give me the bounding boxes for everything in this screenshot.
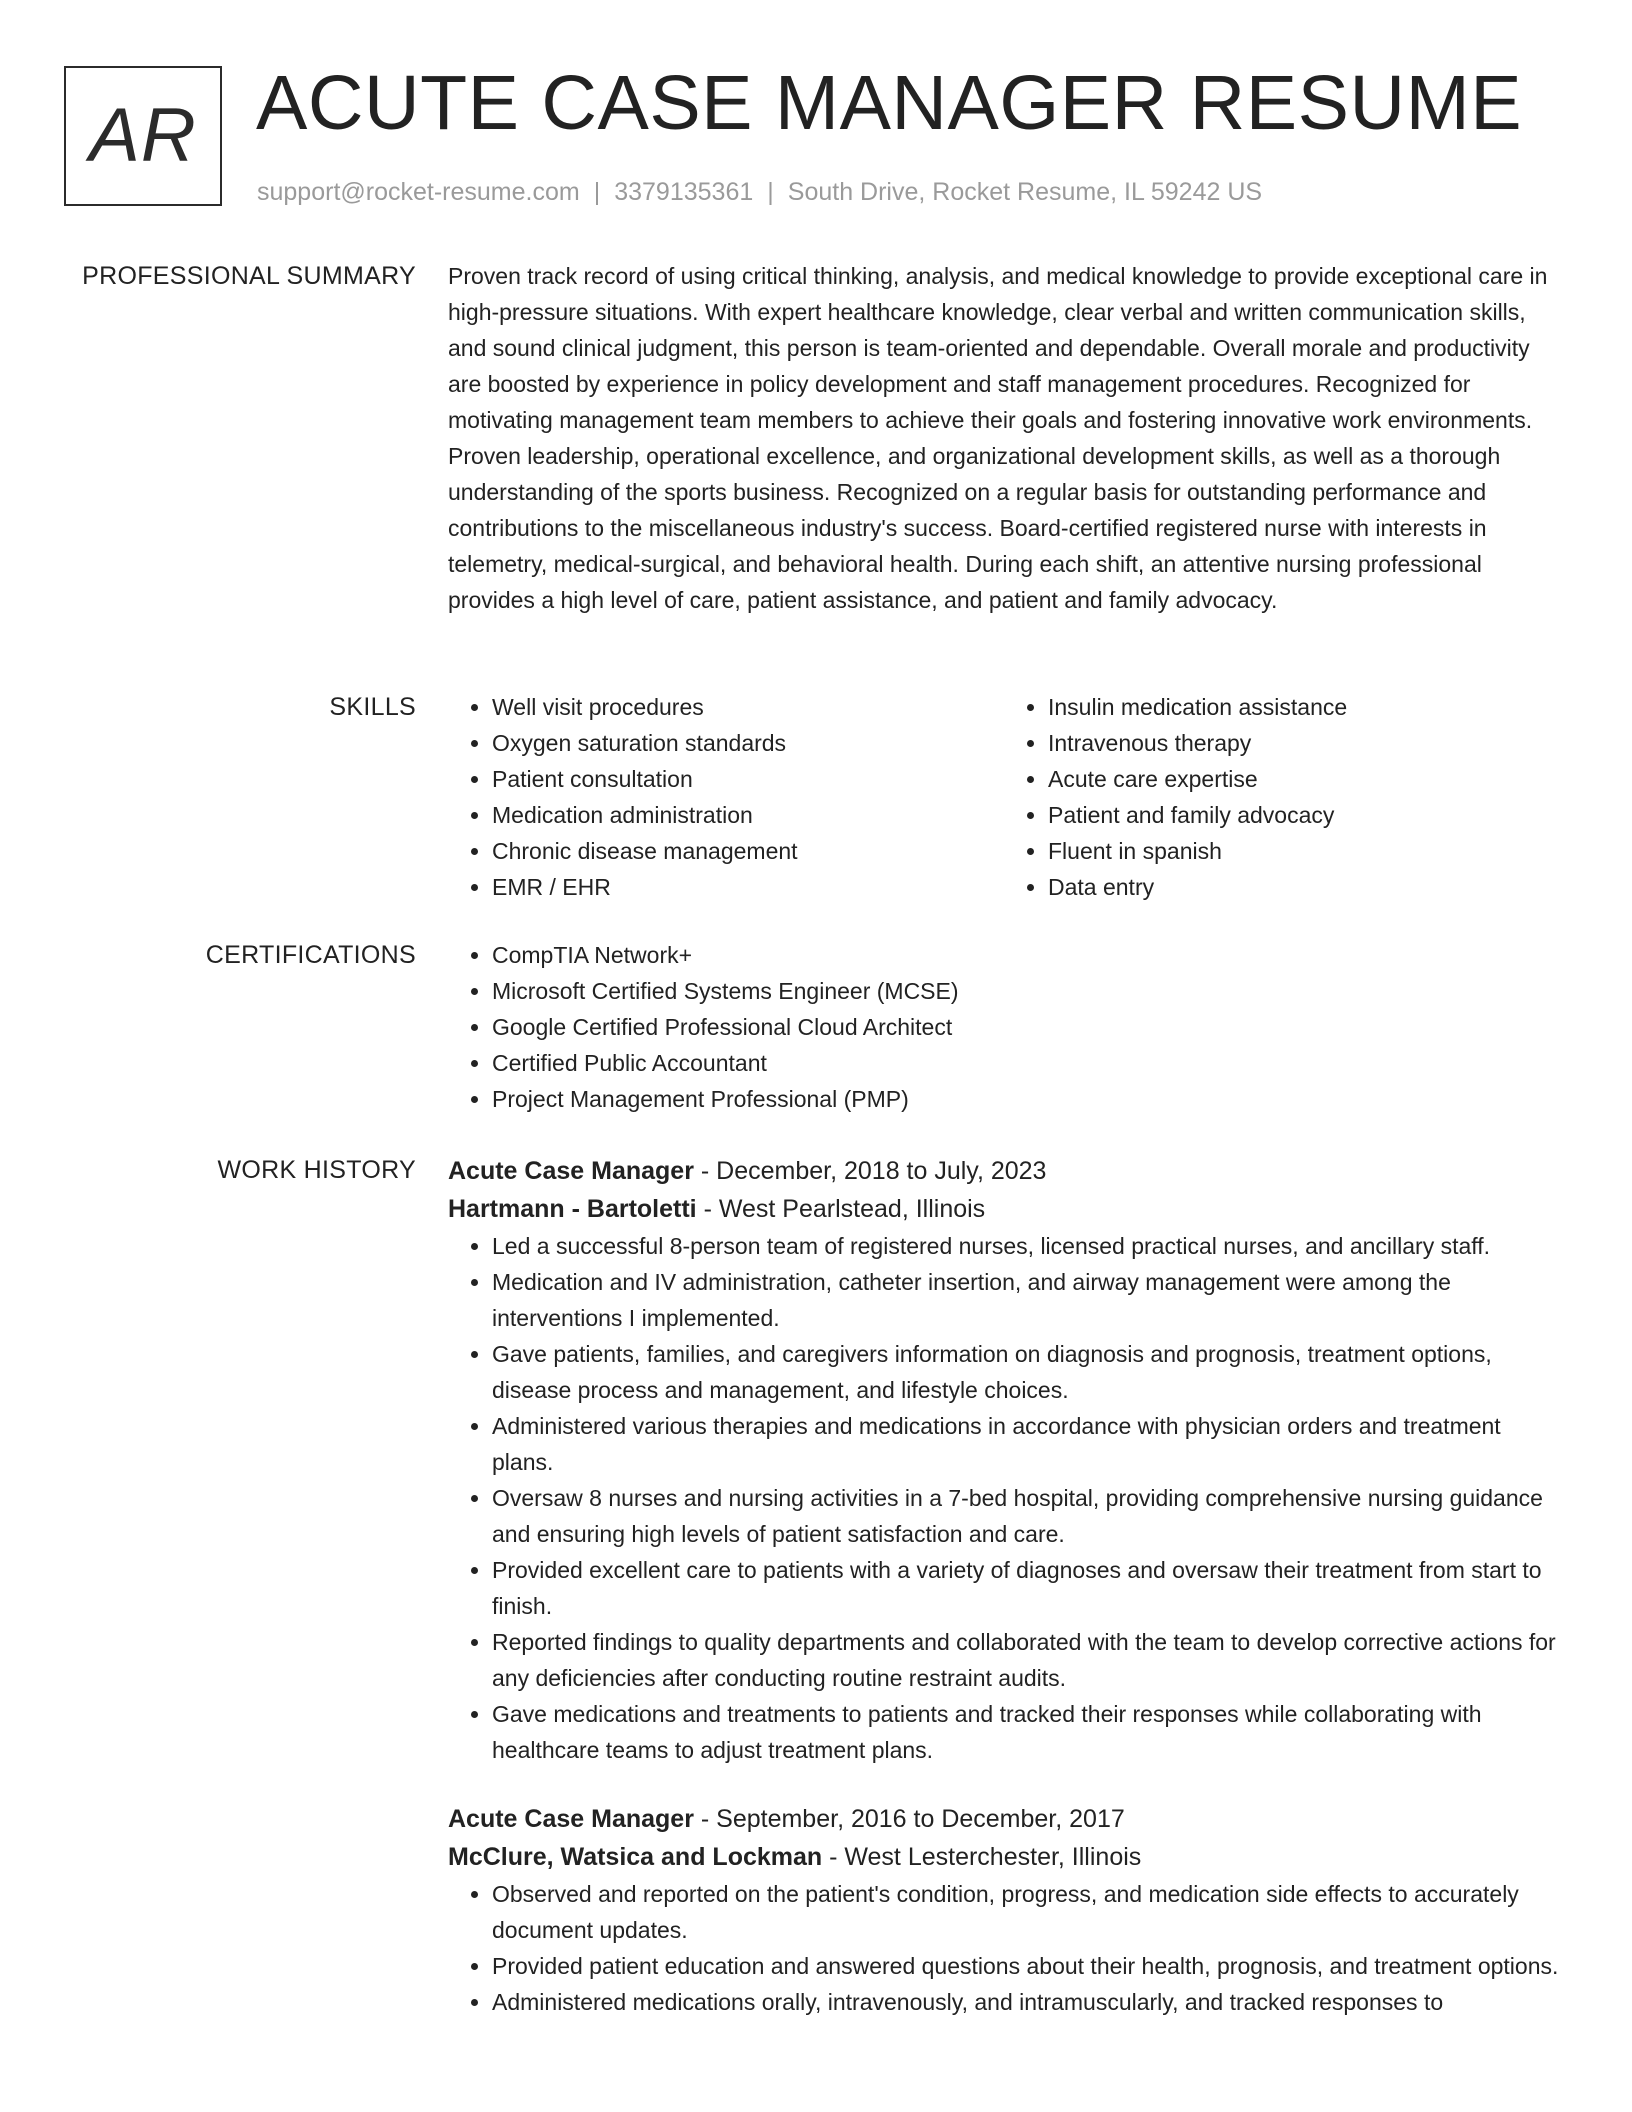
certification-item: • CompTIA Network+ — [492, 937, 1560, 973]
certifications-heading: CERTIFICATIONS — [205, 941, 416, 969]
job-title-line — [448, 1152, 1560, 1190]
certification-item: • Project Management Professional (PMP) — [492, 1081, 1560, 1117]
summary-text: Proven track record of using critical thinking, analysis, and medical knowledge to provide exceptional care in high-pressure situations. With expert healthcare knowledge, clear verbal and written communication skills, and sound clinical judgment, this person is team-oriented and dependable. Overall morale and productivity are boosted by experience in policy development and staff management procedures. Recognized for motivating management team members to achieve their goals and fostering innovative work environments. Proven leadership, operational excellence, and organizational development skills, as well as a thorough understanding of the sports business. Recognized on a regular basis for outstanding performance and contributions to the miscellaneous industry's success. Board-certified registered nurse with interests in telemetry, medical-surgical, and behavioral health. During each shift, an attentive nursing professional provides a high level of care, patient assistance, and patient and family advocacy. — [448, 263, 1548, 613]
skill-item: • Chronic disease management — [492, 833, 1004, 869]
job-bullet: • Medication and IV administration, catheter insertion, and airway management were among the interventions I implemented. — [492, 1264, 1560, 1336]
job-bullet: • Provided excellent care to patients with a variety of diagnoses and oversaw their treatment from start to finish. — [492, 1552, 1560, 1624]
monogram-box — [64, 66, 222, 206]
job-entry — [448, 1152, 1560, 1768]
certifications-list — [448, 937, 1560, 1117]
skill-item: • Well visit procedures — [492, 689, 1004, 725]
job-bullet-list — [448, 1228, 1560, 1768]
job-bullet: • Reported findings to quality departments and collaborated with the team to develop corrective actions for any deficiencies after conducting routine restraint audits. — [492, 1624, 1560, 1696]
monogram-initials: AR — [89, 93, 197, 178]
job-location: - West Pearlstead, Illinois — [696, 1195, 986, 1223]
skill-item: • Medication administration — [492, 797, 1004, 833]
summary-heading: PROFESSIONAL SUMMARY — [82, 262, 416, 290]
job-bullet: • Gave patients, families, and caregivers information on diagnosis and prognosis, treatment options, disease process and management, and lifestyle choices. — [492, 1336, 1560, 1408]
job-entry — [448, 1800, 1560, 2020]
job-bullet: • Administered various therapies and medications in accordance with physician orders and treatment plans. — [492, 1408, 1560, 1480]
contact-separator: | — [767, 178, 774, 206]
job-bullet: • Observed and reported on the patient's condition, progress, and medication side effects to accurately document updates. — [492, 1876, 1560, 1948]
job-bullet: • Led a successful 8-person team of registered nurses, licensed practical nurses, and ancillary staff. — [492, 1228, 1560, 1264]
job-location: - West Lesterchester, Illinois — [822, 1843, 1142, 1871]
skill-item: • Intravenous therapy — [1048, 725, 1560, 761]
skill-item: • Patient consultation — [492, 761, 1004, 797]
contact-phone: 3379135361 — [614, 178, 754, 206]
contact-separator: | — [593, 178, 601, 206]
skill-item: • Patient and family advocacy — [1048, 797, 1560, 833]
job-title: Acute Case Manager — [448, 1157, 694, 1185]
job-bullet: • Provided patient education and answered questions about their health, prognosis, and treatment options. — [492, 1948, 1560, 1984]
job-bullet-list — [448, 1876, 1560, 2020]
skill-item: • Insulin medication assistance — [1048, 689, 1560, 725]
job-title-line — [448, 1800, 1560, 1838]
resume-title: ACUTE CASE MANAGER RESUME — [256, 60, 1523, 146]
contact-email: support@rocket-resume.com — [257, 178, 580, 206]
skill-item: • Fluent in spanish — [1048, 833, 1560, 869]
skill-item: • Data entry — [1048, 869, 1560, 905]
job-bullet: • Gave medications and treatments to patients and tracked their responses while collaborating with healthcare teams to adjust treatment plans. — [492, 1696, 1560, 1768]
job-company-line — [448, 1838, 1560, 1876]
skills-heading: SKILLS — [329, 693, 416, 721]
job-company-line — [448, 1190, 1560, 1228]
contact-address: South Drive, Rocket Resume, IL 59242 US — [787, 178, 1263, 206]
contact-line — [257, 174, 1262, 210]
certification-item: • Certified Public Accountant — [492, 1045, 1560, 1081]
job-dates: - September, 2016 to December, 2017 — [693, 1805, 1125, 1833]
work-history-heading: WORK HISTORY — [217, 1156, 416, 1184]
job-bullet: • Administered medications orally, intravenously, and intramuscularly, and tracked responses to — [492, 1984, 1560, 2020]
certification-item: • Microsoft Certified Systems Engineer (MCSE) — [492, 973, 1560, 1009]
skill-item: • Acute care expertise — [1048, 761, 1560, 797]
skill-item: • EMR / EHR — [492, 869, 1004, 905]
job-bullet: • Oversaw 8 nurses and nursing activities in a 7-bed hospital, providing comprehensive nursing guidance and ensuring high levels of patient satisfaction and care. — [492, 1480, 1560, 1552]
certification-item: • Google Certified Professional Cloud Architect — [492, 1009, 1560, 1045]
skills-list-right — [1004, 689, 1560, 905]
job-company: Hartmann - Bartoletti — [448, 1195, 697, 1223]
skills-list-left — [448, 689, 1004, 905]
skill-item: • Oxygen saturation standards — [492, 725, 1004, 761]
job-company: McClure, Watsica and Lockman — [448, 1843, 823, 1871]
job-title: Acute Case Manager — [448, 1805, 694, 1833]
job-dates: - December, 2018 to July, 2023 — [693, 1157, 1047, 1185]
